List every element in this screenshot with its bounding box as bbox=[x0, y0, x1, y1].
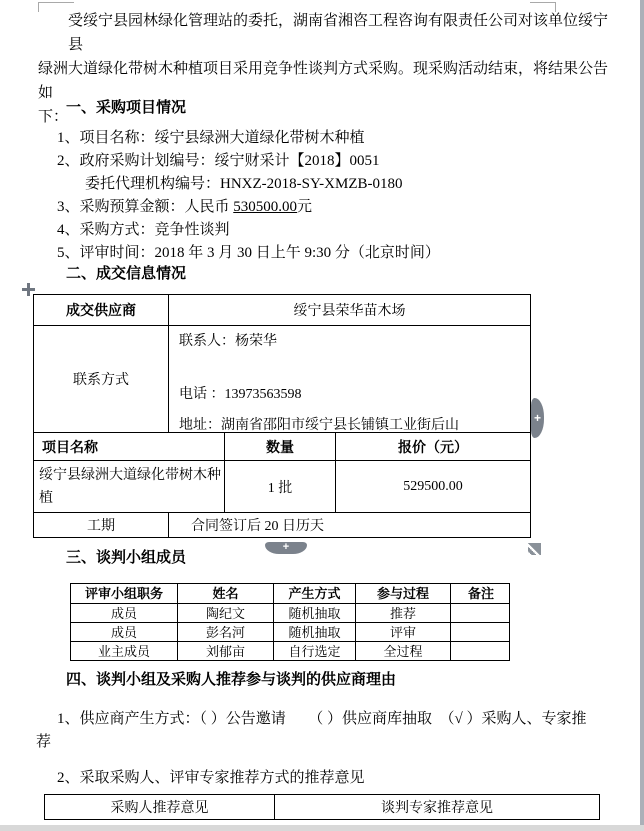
insert-row-button[interactable]: + bbox=[265, 542, 307, 554]
header-name: 姓名 bbox=[177, 584, 273, 603]
section1-heading: 一、采购项目情况 bbox=[66, 100, 187, 116]
award-info-table bbox=[33, 294, 531, 538]
budget-prefix: 3、采购预算金额：人民币 bbox=[57, 199, 234, 215]
duration-label-cell: 工期 bbox=[87, 519, 115, 534]
recommend-opinion-line: 2、采取采购人、评审专家推荐方式的推荐意见 bbox=[57, 770, 365, 786]
header-remark: 备注 bbox=[450, 584, 511, 603]
review-time-line: 5、评审时间：2018 年 3 月 30 日上午 9:30 分（北京时间） bbox=[57, 245, 440, 261]
section3-heading: 三、谈判小组成员 bbox=[66, 550, 187, 566]
table-row bbox=[34, 295, 530, 325]
contact-address: 地址：湖南省邵阳市绥宁县长铺镇工业街后山 bbox=[179, 418, 459, 432]
table-resize-handle-icon[interactable] bbox=[528, 543, 541, 555]
budget-amount: 530500.00 bbox=[233, 199, 298, 215]
buyer-opinion-cell: 采购人推荐意见 bbox=[110, 801, 209, 816]
table-header-row bbox=[71, 584, 509, 603]
agency-number-line: 委托代理机构编号：HNXZ-2018-SY-XMZB-0180 bbox=[85, 176, 403, 192]
member-remark bbox=[450, 604, 511, 622]
member-method: 自行选定 bbox=[273, 642, 355, 660]
table-row bbox=[71, 641, 509, 660]
member-method: 随机抽取 bbox=[273, 623, 355, 641]
budget-line bbox=[57, 195, 312, 216]
member-remark bbox=[450, 642, 511, 660]
supplier-label-cell: 成交供应商 bbox=[66, 304, 136, 319]
table-row bbox=[71, 603, 509, 622]
supplier-source-line-wrap: 荐 bbox=[36, 734, 52, 750]
member-method: 随机抽取 bbox=[273, 604, 355, 622]
table-row bbox=[34, 325, 530, 432]
member-name: 陶纪文 bbox=[177, 604, 273, 622]
panel-members-table bbox=[70, 583, 510, 661]
plan-number-line: 2、政府采购计划编号：绥宁财采计【2018】0051 bbox=[57, 153, 380, 169]
intro-line: 下： bbox=[38, 109, 69, 125]
method-line: 4、采购方式：竞争性谈判 bbox=[57, 222, 230, 238]
col-price-header: 报价（元） bbox=[335, 433, 530, 460]
member-role: 成员 bbox=[110, 605, 137, 621]
table-header-row bbox=[34, 432, 530, 460]
section2-heading: 二、成交信息情况 bbox=[66, 266, 187, 282]
member-role: 业主成员 bbox=[97, 643, 150, 659]
contact-label-cell: 联系方式 bbox=[73, 373, 129, 388]
member-name: 彭名河 bbox=[177, 623, 273, 641]
supplier-name-cell: 绥宁县荣华苗木场 bbox=[168, 295, 530, 325]
member-process: 全过程 bbox=[355, 642, 450, 660]
header-method: 产生方式 bbox=[273, 584, 355, 603]
header-role: 评审小组职务 bbox=[84, 586, 163, 601]
project-price-cell: 529500.00 bbox=[335, 461, 530, 512]
section4-heading: 四、谈判小组及采购人推荐参与谈判的供应商理由 bbox=[66, 672, 397, 688]
budget-suffix: 元 bbox=[297, 199, 313, 215]
col-qty-header: 数量 bbox=[224, 433, 335, 460]
opinion-table bbox=[44, 794, 600, 820]
intro-line: 受绥宁县园林绿化管理站的委托，湖南省湘咨工程咨询有限责任公司对该单位绥宁县 bbox=[68, 13, 609, 53]
duration-value-cell: 合同签订后 20 日历天 bbox=[168, 513, 530, 537]
page-right-edge bbox=[640, 0, 644, 831]
member-remark bbox=[450, 623, 511, 641]
page-bottom-edge bbox=[0, 825, 644, 831]
insert-column-button[interactable]: + bbox=[531, 398, 544, 438]
contact-person: 联系人：杨荣华 bbox=[179, 334, 277, 349]
contact-detail-cell bbox=[168, 326, 530, 432]
member-process: 推荐 bbox=[355, 604, 450, 622]
col-project-header: 项目名称 bbox=[42, 440, 98, 456]
move-handle-center bbox=[27, 288, 30, 291]
project-name-cell: 绥宁县绿洲大道绿化带树木种植 bbox=[39, 467, 221, 506]
project-qty-cell: 1 批 bbox=[224, 461, 335, 512]
header-process: 参与过程 bbox=[355, 584, 450, 603]
project-name-line: 1、项目名称：绥宁县绿洲大道绿化带树木种植 bbox=[57, 130, 365, 146]
contact-phone: 电话 ：13973563598 bbox=[179, 387, 302, 402]
table-row bbox=[71, 622, 509, 641]
intro-line: 绿洲大道绿化带树木种植项目采用竞争性谈判方式采购。现采购活动结束，将结果公告如 bbox=[38, 61, 609, 101]
table-row bbox=[34, 512, 530, 537]
member-role: 成员 bbox=[110, 624, 137, 640]
member-name: 刘郁亩 bbox=[177, 642, 273, 660]
table-row bbox=[34, 460, 530, 512]
supplier-source-line: 1、供应商产生方式：（ ）公告邀请 （ ）供应商库抽取 （√ ）采购人、专家推 bbox=[57, 711, 587, 727]
expert-opinion-cell: 谈判专家推荐意见 bbox=[274, 795, 599, 819]
member-process: 评审 bbox=[355, 623, 450, 641]
